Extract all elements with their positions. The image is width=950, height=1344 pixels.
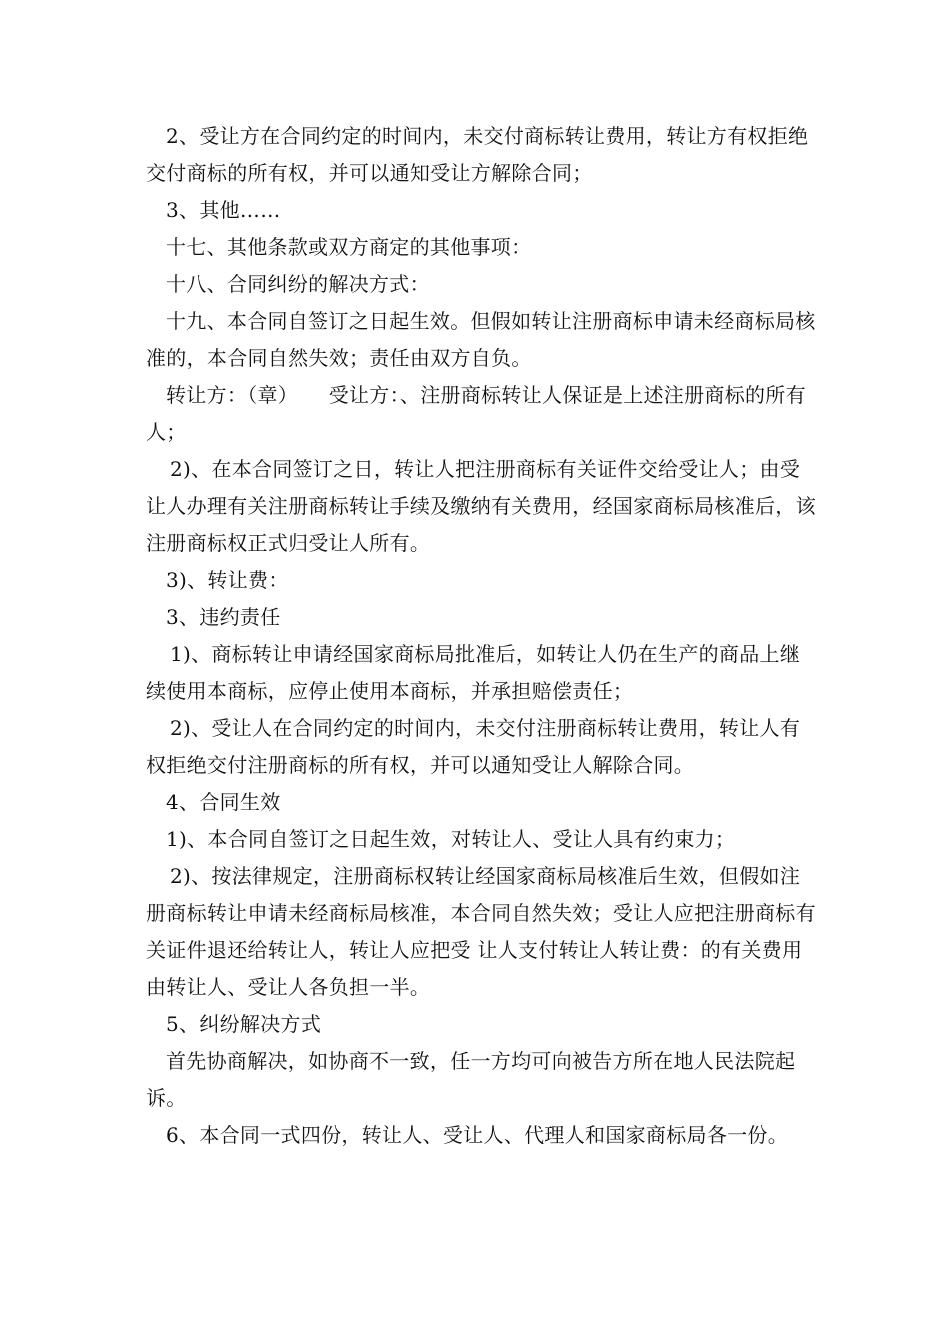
paragraph-breach-item-2: 2)、受让人在合同约定的时间内，未交付注册商标转让费用，转让人有权拒绝交付注册商标的所有权，并可以通知受让人解除合同。 xyxy=(146,716,801,777)
paragraph-certificates-transfer: 2)、在本合同签订之日，转让人把注册商标有关证件交给受让人；由受让人办理有关注册商标转让手续及缴纳有关费用，经国家商标局核准后，该注册商标权正式归受让人所有。 xyxy=(146,457,816,555)
paragraph-clause-18: 十八、合同纠纷的解决方式： xyxy=(166,272,430,296)
paragraph-transfer-fee: 3)、转让费： xyxy=(166,568,289,592)
paragraph-signatures: 转让方：（章） 受让方：、注册商标转让人保证是上述注册商标的所有人； xyxy=(146,383,806,444)
paragraph-dispute-resolution: 首先协商解决，如协商不一致，任一方均可向被告方所在地人民法院起诉。 xyxy=(146,1049,796,1110)
paragraph-clause-17: 十七、其他条款或双方商定的其他事项： xyxy=(166,235,532,259)
paragraph-clause-19: 十九、本合同自签订之日起生效。但假如转让注册商标申请未经商标局核准的，本合同自然失效；责任由双方自负。 xyxy=(146,309,816,370)
paragraph-breach-item-1: 1)、商标转让申请经国家商标局批准后，如转让人仍在生产的商品上继续使用本商标，应停止使用本商标，并承担赔偿责任； xyxy=(146,642,801,703)
paragraph-effect-item-2: 2)、按法律规定，注册商标权转让经国家商标局核准后生效，但假如注册商标转让申请未经商标局核准，本合同自然失效；受让人应把注册商标有关证件退还给转让人，转让人应把受 让人支付转让人转让费：的有关费用由转让人、受让人各负担一半。 xyxy=(146,864,816,999)
paragraph-transferee-payment-default: 2、受让方在合同约定的时间内，未交付商标转让费用，转让方有权拒绝交付商标的所有权，并可以通知受让方解除合同； xyxy=(146,124,809,185)
document-body xyxy=(146,118,816,1154)
paragraph-copies: 6、本合同一式四份，转让人、受让人、代理人和国家商标局各一份。 xyxy=(166,1123,789,1147)
paragraph-effect-item-1: 1)、本合同自签订之日起生效，对转让人、受让人具有约束力； xyxy=(166,827,736,851)
section-breach-liability: 3、违约责任 xyxy=(166,605,281,629)
paragraph-other: 3、其他…… xyxy=(166,198,281,222)
section-contract-effect: 4、合同生效 xyxy=(166,790,281,814)
section-dispute-resolution: 5、纠纷解决方式 xyxy=(166,1012,322,1036)
